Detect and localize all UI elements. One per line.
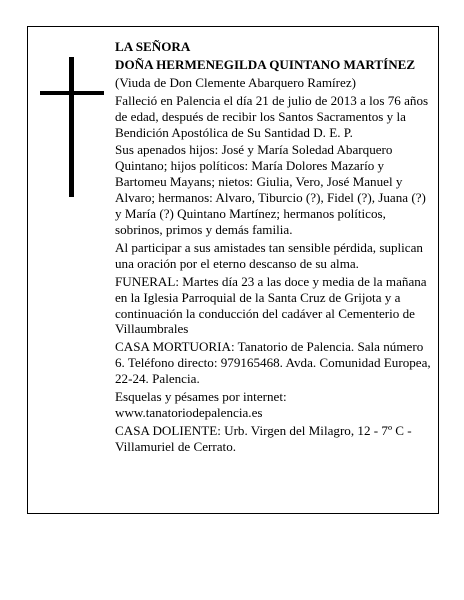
casa-mortuoria: CASA MORTUORIA: Tanatorio de Palencia. Sala número 6. Teléfono directo: 979165468. Avda. Comunidad Europea, 22-24. Palencia. — [115, 339, 431, 387]
death-announcement: Falleció en Palencia el día 21 de julio de 2013 a los 76 años de edad, después de recibir los Santos Sacramentos y la Bendición Apostólica de Su Santidad D. E. P. — [115, 92, 429, 140]
latin-cross-icon — [40, 57, 104, 197]
widow-of: (Viuda de Don Clemente Abarquero Ramírez) — [115, 74, 356, 90]
prayer-request: Al participar a sus amistades tan sensible pérdida, suplican una oración por el eterno descanso de su alma. — [115, 239, 423, 271]
casa-doliente: CASA DOLIENTE: Urb. Virgen del Milagro, 12 - 7º C - Villamuriel de Cerrato. — [115, 422, 412, 454]
esquelas-info: Esquelas y pésames por internet: www.tanatoriodepalencia.es — [115, 389, 287, 420]
family-list: Sus apenados hijos: José y María Soledad Abarquero Quintano; hijos políticos: María Dolores Mazarío y Bartomeu Mayans; nietos: Giulia, Vero, José Manuel y Alvaro; hermanos: Alvaro, Tiburcio (?), Fidel (?), Juana (?) y María (?) Quintano Martínez; hermanos políticos, sobrinos, primos y demás familia. — [115, 142, 426, 237]
obituary-text — [115, 39, 431, 457]
deceased-name: DOÑA HERMENEGILDA QUINTANO MARTÍNEZ — [115, 56, 416, 72]
funeral-info: FUNERAL: Martes día 23 a las doce y media de la mañana en la Iglesia Parroquial de la Santa Cruz de Grijota y a continuación la conducción del cadáver al Cementerio de Villaumbrales — [115, 273, 427, 337]
notice-title: LA SEÑORA — [115, 39, 191, 54]
